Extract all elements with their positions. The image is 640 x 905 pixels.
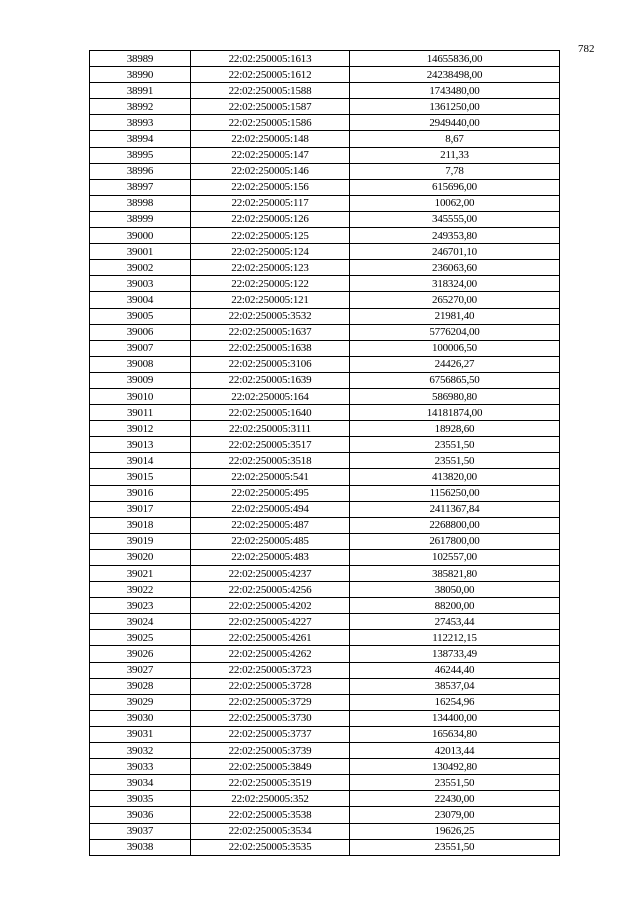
value-cell: 23551,50 [350,839,560,855]
row-number-cell: 39016 [90,485,191,501]
value-cell: 19626,25 [350,823,560,839]
table-row [90,839,560,855]
cadastral-number-cell: 22:02:250005:495 [191,485,350,501]
table-row [90,195,560,211]
row-number-cell: 39021 [90,566,191,582]
cadastral-number-cell: 22:02:250005:1586 [191,115,350,131]
value-cell: 38050,00 [350,582,560,598]
row-number-cell: 38994 [90,131,191,147]
cadastral-number-cell: 22:02:250005:487 [191,517,350,533]
value-cell: 24426,27 [350,356,560,372]
table-row [90,823,560,839]
table-row [90,405,560,421]
cadastral-number-cell: 22:02:250005:3534 [191,823,350,839]
table-row [90,260,560,276]
value-cell: 246701,10 [350,244,560,260]
table-row [90,453,560,469]
cadastral-number-cell: 22:02:250005:1639 [191,372,350,388]
table-row [90,147,560,163]
cadastral-number-cell: 22:02:250005:4262 [191,646,350,662]
table-row [90,678,560,694]
row-number-cell: 38995 [90,147,191,163]
value-cell: 16254,96 [350,694,560,710]
value-cell: 318324,00 [350,276,560,292]
value-cell: 2617800,00 [350,533,560,549]
cadastral-number-cell: 22:02:250005:125 [191,228,350,244]
table-row [90,549,560,565]
row-number-cell: 39028 [90,678,191,694]
value-cell: 413820,00 [350,469,560,485]
cadastral-number-cell: 22:02:250005:1588 [191,83,350,99]
table-row [90,228,560,244]
cadastral-number-cell: 22:02:250005:123 [191,260,350,276]
value-cell: 130492,80 [350,759,560,775]
row-number-cell: 39013 [90,437,191,453]
table-row [90,115,560,131]
row-number-cell: 39026 [90,646,191,662]
cadastral-number-cell: 22:02:250005:483 [191,549,350,565]
value-cell: 1743480,00 [350,83,560,99]
row-number-cell: 39006 [90,324,191,340]
value-cell: 27453,44 [350,614,560,630]
value-cell: 100006,50 [350,340,560,356]
cadastral-number-cell: 22:02:250005:4256 [191,582,350,598]
row-number-cell: 39035 [90,791,191,807]
row-number-cell: 39010 [90,388,191,404]
cadastral-number-cell: 22:02:250005:3535 [191,839,350,855]
row-number-cell: 39009 [90,372,191,388]
value-cell: 1156250,00 [350,485,560,501]
cadastral-number-cell: 22:02:250005:122 [191,276,350,292]
table-row [90,356,560,372]
table-row [90,646,560,662]
table-row [90,775,560,791]
row-number-cell: 39029 [90,694,191,710]
table-row [90,614,560,630]
row-number-cell: 38990 [90,67,191,83]
row-number-cell: 39031 [90,726,191,742]
cadastral-number-cell: 22:02:250005:3106 [191,356,350,372]
cadastral-number-cell: 22:02:250005:1637 [191,324,350,340]
cadastral-number-cell: 22:02:250005:1640 [191,405,350,421]
value-cell: 7,78 [350,163,560,179]
cadastral-number-cell: 22:02:250005:541 [191,469,350,485]
value-cell: 18928,60 [350,421,560,437]
value-cell: 42013,44 [350,743,560,759]
table-row [90,469,560,485]
table-row [90,292,560,308]
row-number-cell: 39033 [90,759,191,775]
value-cell: 23079,00 [350,807,560,823]
value-cell: 211,33 [350,147,560,163]
cadastral-number-cell: 22:02:250005:1638 [191,340,350,356]
cadastral-number-cell: 22:02:250005:3849 [191,759,350,775]
cadastral-number-cell: 22:02:250005:3518 [191,453,350,469]
cadastral-number-cell: 22:02:250005:1613 [191,51,350,67]
row-number-cell: 39025 [90,630,191,646]
table-row [90,630,560,646]
value-cell: 138733,49 [350,646,560,662]
row-number-cell: 39003 [90,276,191,292]
table-row [90,517,560,533]
table-row [90,324,560,340]
cadastral-number-cell: 22:02:250005:4202 [191,598,350,614]
cadastral-number-cell: 22:02:250005:3517 [191,437,350,453]
row-number-cell: 39011 [90,405,191,421]
value-cell: 8,67 [350,131,560,147]
cadastral-number-cell: 22:02:250005:494 [191,501,350,517]
cadastral-number-cell: 22:02:250005:485 [191,533,350,549]
row-number-cell: 39038 [90,839,191,855]
table-row [90,501,560,517]
row-number-cell: 39015 [90,469,191,485]
row-number-cell: 39024 [90,614,191,630]
value-cell: 23551,50 [350,453,560,469]
registry-table [89,50,560,856]
value-cell: 165634,80 [350,726,560,742]
cadastral-number-cell: 22:02:250005:3730 [191,710,350,726]
table-row [90,372,560,388]
value-cell: 21981,40 [350,308,560,324]
row-number-cell: 39027 [90,662,191,678]
value-cell: 236063,60 [350,260,560,276]
cadastral-number-cell: 22:02:250005:147 [191,147,350,163]
row-number-cell: 39004 [90,292,191,308]
value-cell: 14655836,00 [350,51,560,67]
row-number-cell: 38992 [90,99,191,115]
table-row [90,211,560,227]
table-row [90,163,560,179]
row-number-cell: 38993 [90,115,191,131]
table-row [90,99,560,115]
value-cell: 2949440,00 [350,115,560,131]
value-cell: 10062,00 [350,195,560,211]
cadastral-number-cell: 22:02:250005:1587 [191,99,350,115]
cadastral-number-cell: 22:02:250005:3739 [191,743,350,759]
cadastral-number-cell: 22:02:250005:117 [191,195,350,211]
row-number-cell: 38999 [90,211,191,227]
row-number-cell: 38991 [90,83,191,99]
value-cell: 24238498,00 [350,67,560,83]
table-row [90,485,560,501]
table-row [90,807,560,823]
cadastral-number-cell: 22:02:250005:3519 [191,775,350,791]
page-number: 782 [578,43,595,55]
table-row [90,308,560,324]
cadastral-number-cell: 22:02:250005:148 [191,131,350,147]
cadastral-number-cell: 22:02:250005:4237 [191,566,350,582]
row-number-cell: 38997 [90,179,191,195]
value-cell: 88200,00 [350,598,560,614]
row-number-cell: 39023 [90,598,191,614]
cadastral-number-cell: 22:02:250005:3723 [191,662,350,678]
registry-table-body [90,51,560,856]
value-cell: 2411367,84 [350,501,560,517]
cadastral-number-cell: 22:02:250005:4227 [191,614,350,630]
cadastral-number-cell: 22:02:250005:121 [191,292,350,308]
value-cell: 22430,00 [350,791,560,807]
value-cell: 112212,15 [350,630,560,646]
cadastral-number-cell: 22:02:250005:3729 [191,694,350,710]
value-cell: 249353,80 [350,228,560,244]
cadastral-number-cell: 22:02:250005:124 [191,244,350,260]
row-number-cell: 39037 [90,823,191,839]
row-number-cell: 39002 [90,260,191,276]
row-number-cell: 39000 [90,228,191,244]
row-number-cell: 39005 [90,308,191,324]
cadastral-number-cell: 22:02:250005:164 [191,388,350,404]
cadastral-number-cell: 22:02:250005:3737 [191,726,350,742]
table-row [90,67,560,83]
row-number-cell: 39020 [90,549,191,565]
row-number-cell: 39022 [90,582,191,598]
row-number-cell: 39030 [90,710,191,726]
row-number-cell: 39001 [90,244,191,260]
value-cell: 23551,50 [350,437,560,453]
table-row [90,276,560,292]
table-row [90,388,560,404]
row-number-cell: 39018 [90,517,191,533]
table-row [90,340,560,356]
cadastral-number-cell: 22:02:250005:4261 [191,630,350,646]
table-row [90,743,560,759]
value-cell: 23551,50 [350,775,560,791]
value-cell: 102557,00 [350,549,560,565]
value-cell: 38537,04 [350,678,560,694]
row-number-cell: 39019 [90,533,191,549]
value-cell: 46244,40 [350,662,560,678]
table-row [90,726,560,742]
cadastral-number-cell: 22:02:250005:3538 [191,807,350,823]
table-row [90,421,560,437]
table-row [90,662,560,678]
value-cell: 385821,80 [350,566,560,582]
row-number-cell: 39036 [90,807,191,823]
value-cell: 14181874,00 [350,405,560,421]
table-row [90,437,560,453]
value-cell: 345555,00 [350,211,560,227]
value-cell: 1361250,00 [350,99,560,115]
row-number-cell: 39008 [90,356,191,372]
table-row [90,131,560,147]
cadastral-number-cell: 22:02:250005:3532 [191,308,350,324]
table-row [90,710,560,726]
table-row [90,244,560,260]
value-cell: 134400,00 [350,710,560,726]
row-number-cell: 38996 [90,163,191,179]
table-row [90,179,560,195]
row-number-cell: 38989 [90,51,191,67]
table-row [90,791,560,807]
row-number-cell: 39017 [90,501,191,517]
table-row [90,51,560,67]
table-row [90,694,560,710]
table-row [90,533,560,549]
value-cell: 2268800,00 [350,517,560,533]
cadastral-number-cell: 22:02:250005:1612 [191,67,350,83]
table-row [90,83,560,99]
cadastral-number-cell: 22:02:250005:156 [191,179,350,195]
row-number-cell: 38998 [90,195,191,211]
table-row [90,566,560,582]
row-number-cell: 39007 [90,340,191,356]
cadastral-number-cell: 22:02:250005:146 [191,163,350,179]
value-cell: 265270,00 [350,292,560,308]
table-row [90,598,560,614]
row-number-cell: 39034 [90,775,191,791]
row-number-cell: 39012 [90,421,191,437]
table-row [90,759,560,775]
cadastral-number-cell: 22:02:250005:3111 [191,421,350,437]
cadastral-number-cell: 22:02:250005:126 [191,211,350,227]
value-cell: 615696,00 [350,179,560,195]
cadastral-number-cell: 22:02:250005:3728 [191,678,350,694]
table-row [90,582,560,598]
value-cell: 6756865,50 [350,372,560,388]
row-number-cell: 39014 [90,453,191,469]
cadastral-number-cell: 22:02:250005:352 [191,791,350,807]
value-cell: 586980,80 [350,388,560,404]
row-number-cell: 39032 [90,743,191,759]
value-cell: 5776204,00 [350,324,560,340]
